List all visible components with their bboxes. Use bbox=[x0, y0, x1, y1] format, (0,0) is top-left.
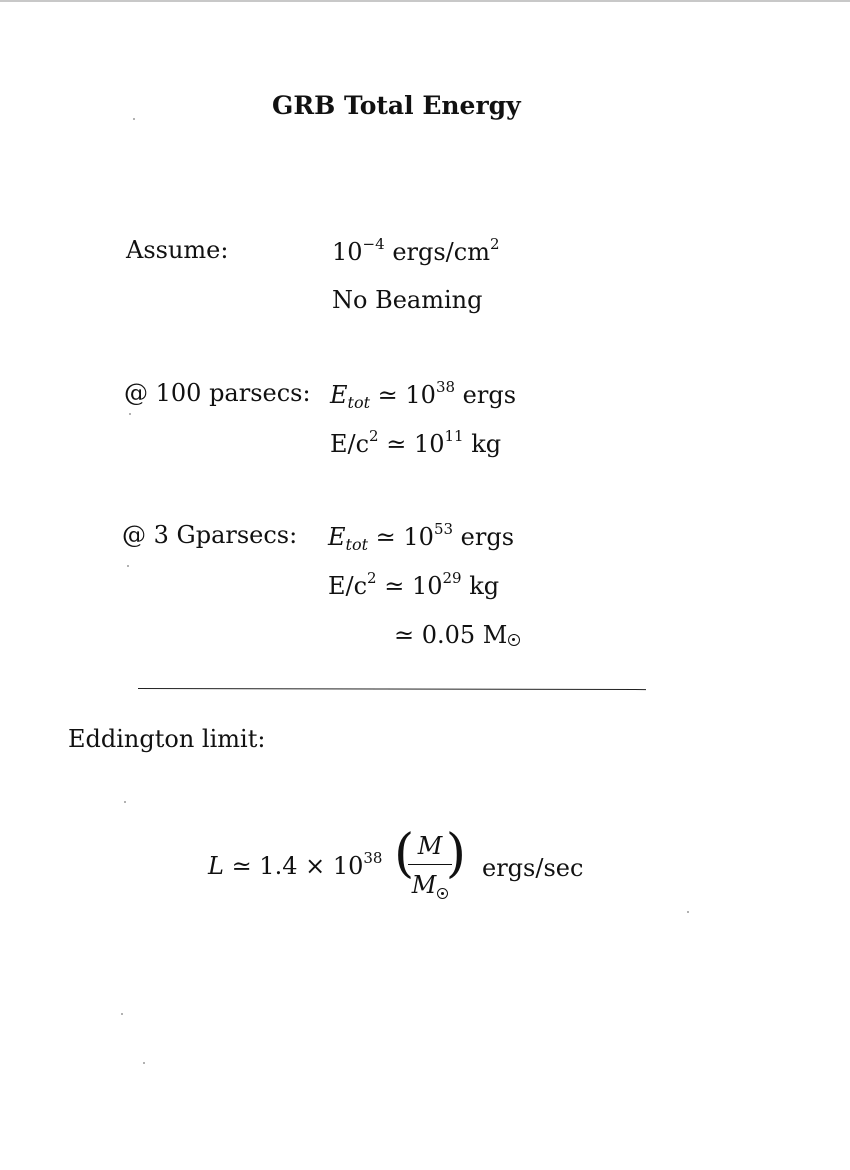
sun-symbol-icon bbox=[437, 888, 448, 899]
fraction-numerator: M bbox=[417, 832, 443, 860]
eddington-lhs: L ≃ $1.4 \times 10^{38}$ bbox=[208, 849, 383, 880]
fraction-bar bbox=[408, 864, 452, 865]
eddington-unit: ergs/sec bbox=[482, 854, 584, 882]
fraction-denominator: M bbox=[397, 871, 463, 899]
far-mass-equivalent: $E/c^2$ ≃ $10^{29}$ kg bbox=[328, 569, 500, 600]
mass-ratio-fraction bbox=[394, 824, 466, 904]
page-title: GRB Total Energy bbox=[272, 91, 521, 120]
sun-symbol-icon bbox=[508, 634, 520, 646]
scan-speck bbox=[687, 911, 689, 913]
far-distance-label: @ 3 Gparsecs: bbox=[122, 521, 298, 549]
scan-speck bbox=[121, 1013, 123, 1015]
near-distance-label: @ 100 parsecs: bbox=[124, 379, 311, 407]
scan-speck bbox=[124, 801, 126, 803]
beaming-assumption: No Beaming bbox=[332, 286, 483, 314]
scan-speck bbox=[143, 1062, 145, 1064]
far-solar-mass: ≃ 0.05 M bbox=[394, 623, 520, 647]
eddington-label: Eddington limit: bbox=[68, 725, 266, 753]
section-divider bbox=[138, 688, 646, 690]
scan-speck bbox=[129, 413, 131, 415]
scan-edge bbox=[0, 0, 850, 2]
left-paren: ( bbox=[394, 824, 415, 884]
near-total-energy: $E_{tot}$ ≃ $10^{38}$ ergs bbox=[330, 378, 517, 412]
near-mass-equivalent: $E/c^2$ ≃ $10^{11}$ kg bbox=[330, 427, 502, 458]
scan-speck bbox=[127, 565, 129, 567]
assume-label: Assume: bbox=[126, 236, 229, 264]
far-total-energy: $E_{tot}$ ≃ $10^{53}$ ergs bbox=[328, 520, 515, 554]
right-paren: ) bbox=[445, 824, 466, 884]
scan-speck bbox=[133, 118, 135, 120]
fluence-value: $10^{-4}$ ergs/$cm^2$ bbox=[332, 235, 500, 266]
